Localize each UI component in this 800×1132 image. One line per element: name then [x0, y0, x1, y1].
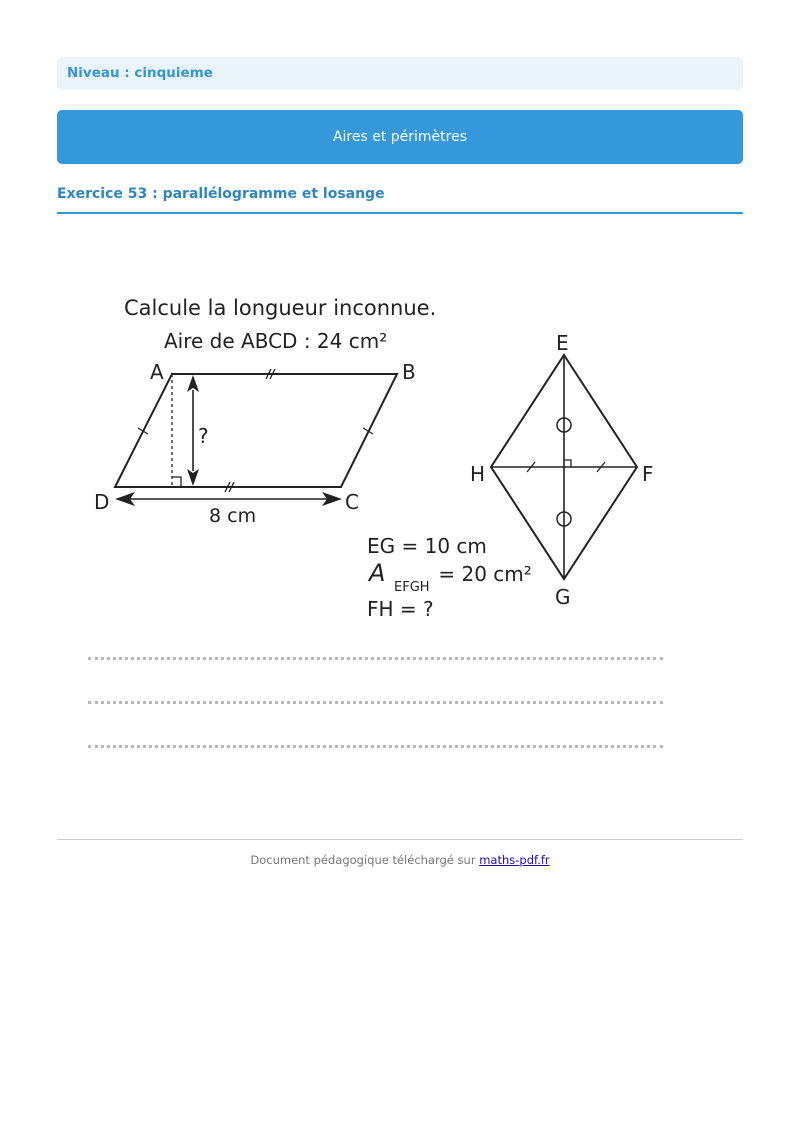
equal-side-marks — [138, 369, 373, 492]
footer-text: Document pédagogique téléchargé sur — [250, 853, 480, 867]
area-symbol: A — [369, 559, 386, 587]
vertex-g: G — [555, 585, 571, 609]
parallelogram-outline — [115, 374, 397, 487]
vertex-e: E — [556, 331, 569, 355]
fh-unknown-label: FH = ? — [367, 597, 434, 621]
answer-line-3[interactable] — [88, 745, 663, 748]
answer-line-1[interactable] — [88, 657, 663, 660]
vertex-c: C — [345, 490, 359, 514]
height-arrow-bottom — [187, 469, 199, 486]
answer-line-2[interactable] — [88, 701, 663, 704]
vertex-a: A — [150, 360, 164, 384]
geometry-figure — [80, 280, 700, 630]
exercise-title: Exercice 53 : parallélogramme et losange — [57, 186, 743, 214]
right-angle-mark — [172, 477, 181, 487]
height-arrow-top — [187, 375, 199, 392]
footer — [57, 853, 743, 867]
area-value-label: = 20 cm² — [432, 562, 532, 586]
area-subscript: EFGH — [394, 580, 430, 595]
rhombus-right-angle-mark — [564, 460, 571, 467]
vertex-b: B — [402, 360, 416, 384]
level-indicator: Niveau : cinquieme — [57, 57, 743, 90]
eg-length-label: EG = 10 cm — [367, 534, 487, 558]
instruction-text: Calcule la longueur inconnue. — [124, 296, 437, 320]
footer-divider — [57, 839, 743, 840]
height-label: ? — [198, 424, 209, 448]
chapter-title-banner: Aires et périmètres — [57, 110, 743, 164]
vertex-d: D — [94, 490, 110, 514]
base-label: 8 cm — [209, 505, 257, 527]
parallelogram-abcd — [94, 360, 416, 527]
footer-link[interactable]: maths-pdf.fr — [479, 853, 550, 867]
vertex-h: H — [470, 462, 486, 486]
vertex-f: F — [642, 462, 654, 486]
parallelogram-area-label: Aire de ABCD : 24 cm² — [164, 329, 388, 353]
